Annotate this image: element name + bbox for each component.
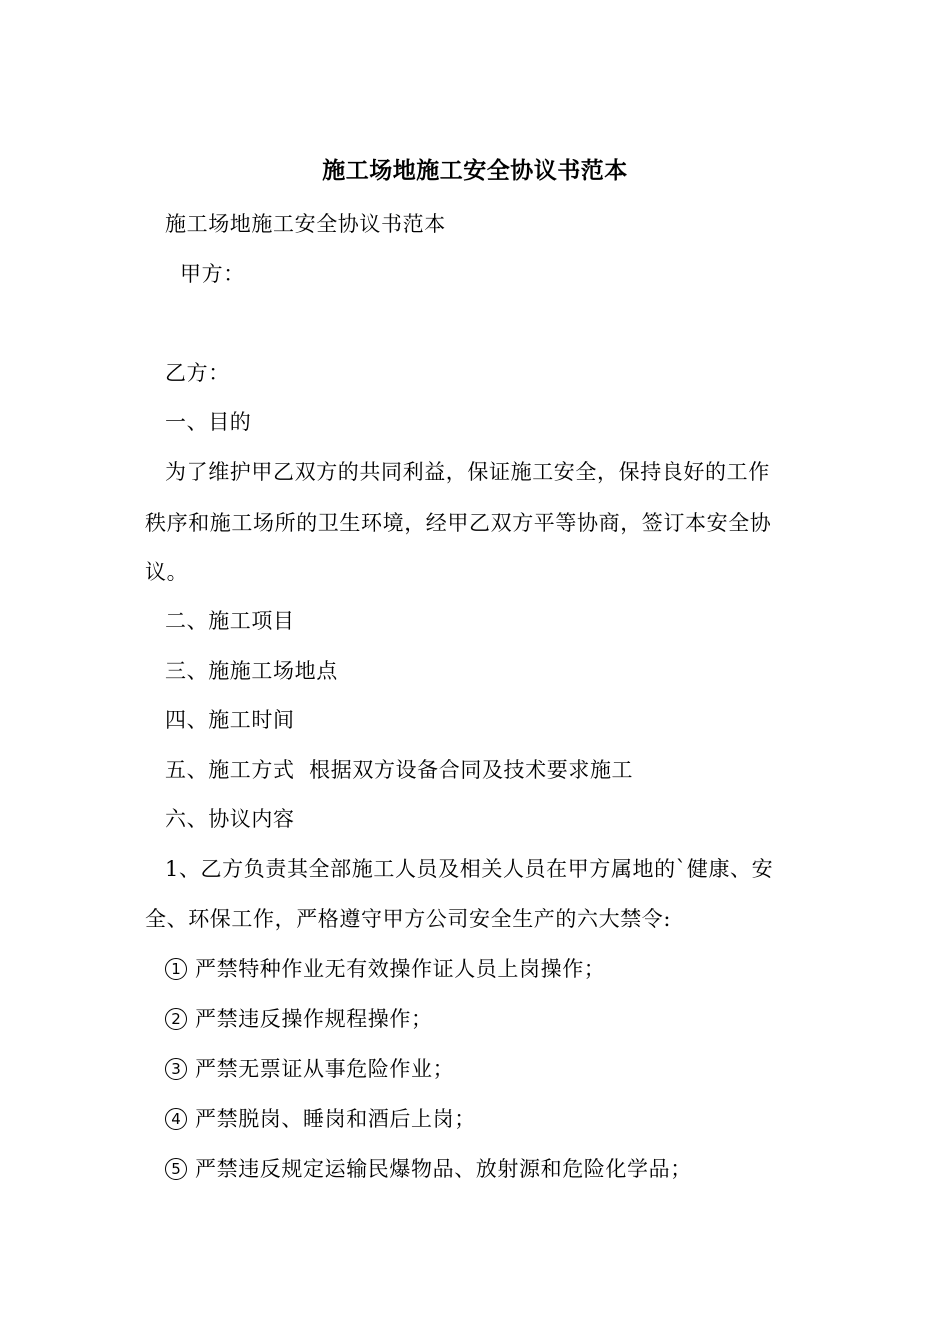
document-title: 施工场地施工安全协议书范本 xyxy=(322,157,628,184)
clause-1-line-1: 1、乙方负责其全部施工人员及相关人员在甲方属地的`健康、安 xyxy=(165,857,774,881)
prohibition-item xyxy=(165,954,605,984)
circled-number-icon: 4 xyxy=(165,1108,187,1130)
section-1-heading: 一、目的 xyxy=(165,410,252,434)
purpose-paragraph-line-2: 秩序和施工场所的卫生环境，经甲乙双方平等协商，签订本安全协 xyxy=(145,511,772,535)
circled-number-icon: 3 xyxy=(165,1058,187,1080)
circled-number-icon: 1 xyxy=(165,958,187,980)
prohibition-item xyxy=(165,1004,433,1034)
prohibition-text: 严禁违反规定运输民爆物品、放射源和危险化学品； xyxy=(195,1157,692,1181)
purpose-paragraph-line-3: 议。 xyxy=(145,560,189,584)
prohibition-item xyxy=(165,1054,454,1084)
party-b-label: 乙方： xyxy=(165,361,230,385)
prohibition-text: 严禁违反操作规程操作； xyxy=(195,1007,433,1031)
section-2-heading: 二、施工项目 xyxy=(165,609,295,633)
circled-number-icon: 2 xyxy=(165,1008,187,1030)
prohibition-item xyxy=(165,1104,476,1134)
subtitle: 施工场地施工安全协议书范本 xyxy=(165,212,446,236)
prohibition-text: 严禁无票证从事危险作业； xyxy=(195,1057,455,1081)
section-5-heading: 五、施工方式 根据双方设备合同及技术要求施工 xyxy=(165,758,634,782)
prohibition-text: 严禁特种作业无有效操作证人员上岗操作； xyxy=(195,957,606,981)
prohibition-item xyxy=(165,1154,692,1184)
section-3-heading: 三、施施工场地点 xyxy=(165,659,338,683)
section-4-heading: 四、施工时间 xyxy=(165,708,295,732)
party-a-label: 甲方： xyxy=(180,262,245,286)
section-6-heading: 六、协议内容 xyxy=(165,807,295,831)
circled-number-icon: 5 xyxy=(165,1158,187,1180)
purpose-paragraph-line-1: 为了维护甲乙双方的共同利益，保证施工安全，保持良好的工作 xyxy=(165,460,770,484)
clause-1-line-2: 全、环保工作，严格遵守甲方公司安全生产的六大禁令: xyxy=(145,907,672,931)
prohibition-text: 严禁脱岗、睡岗和酒后上岗； xyxy=(195,1107,476,1131)
